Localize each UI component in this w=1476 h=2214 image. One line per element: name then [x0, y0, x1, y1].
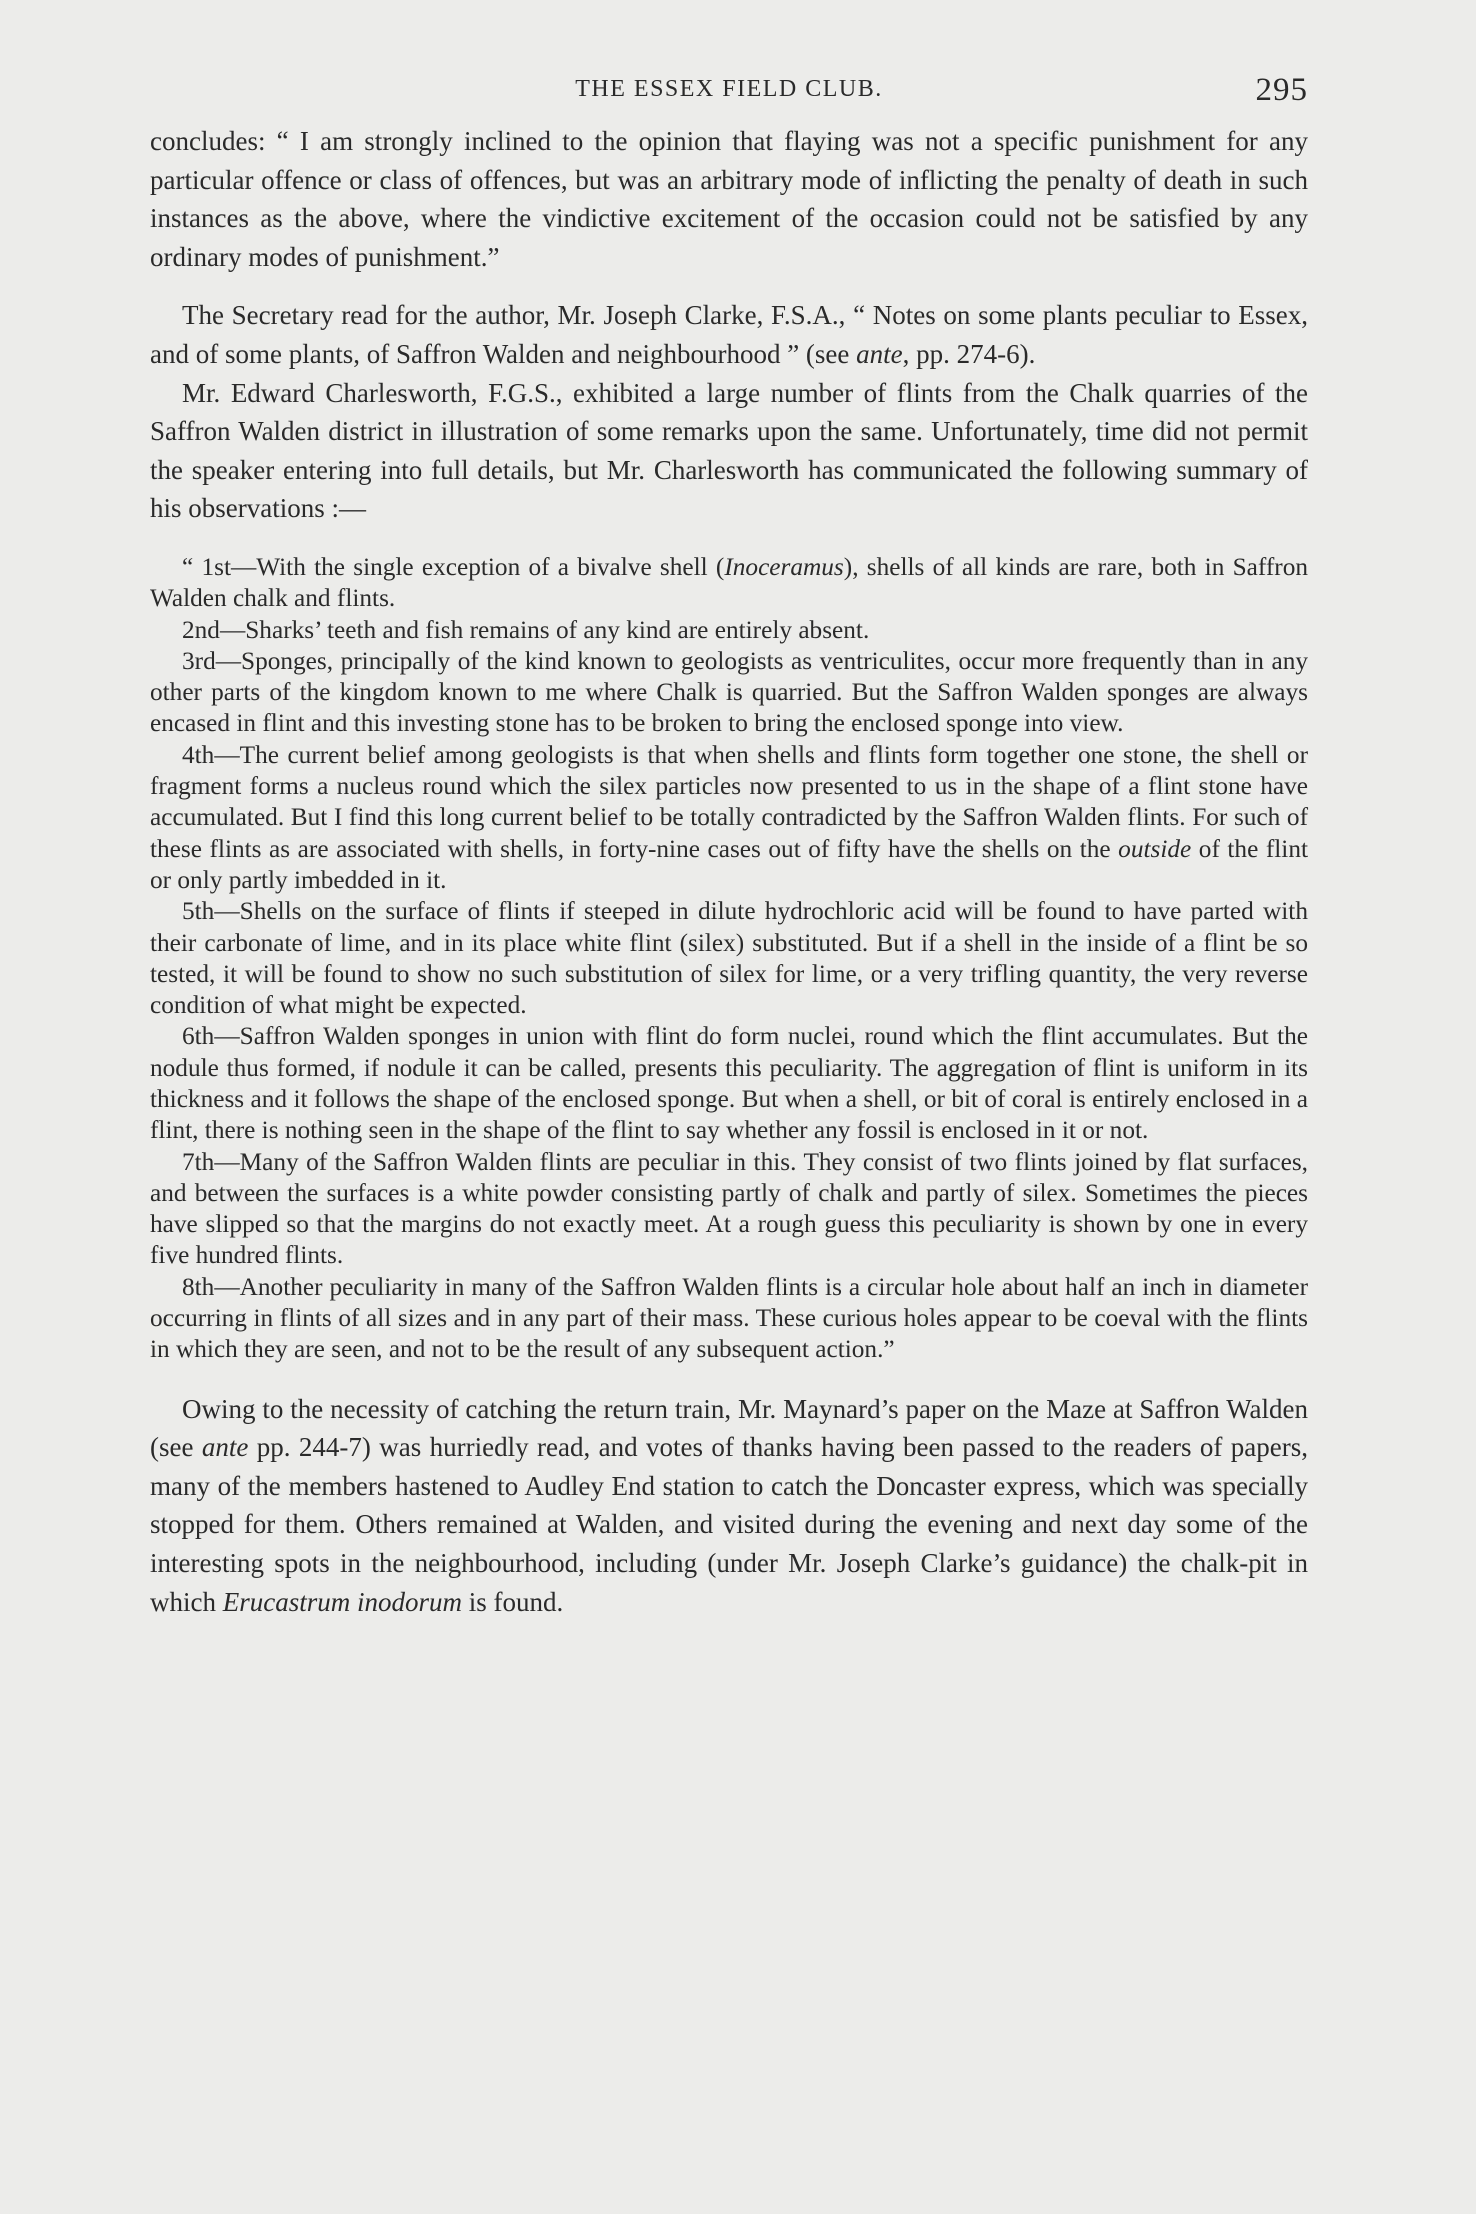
observation-8th: 8th—Another peculiarity in many of the Saffron Walden flints is a circular hole about half an inch in diameter occurring in flints of all sizes and in any part of their mass. These curious holes appear to be coeval with the flints in which they are seen, and not to be the result of any subsequent action.” — [150, 1272, 1308, 1364]
text-segment: of the flint or only partly imbedded in it. — [150, 834, 1309, 894]
text-segment: , pp. 274-6). — [902, 338, 1036, 369]
observation-2nd: 2nd—Sharks’ teeth and fish remains of any kind are entirely absent. — [182, 615, 870, 644]
page-number: 295 — [1255, 72, 1308, 108]
observation-4th — [150, 740, 1308, 896]
text-segment: 4th—The current belief among geologists is that when shells and flints form together one stone, the shell or fragment forms a nucleus round which the silex particles now presented to us in the shape of a flint stone have accumulated. But I find this long current belief to be totally contradicted by the Saffron Walden flints. For such of these flints as are associated with shells, in forty-nine cases out of fifty have the shells on the — [150, 740, 1308, 863]
paragraph-flaying-conclusion: concludes: “ I am strongly inclined to the opinion that flaying was not a specific punishment for any particular offence or class of offences, but was an arbitrary mode of inflicting the penalty of death in such instances as the above, where the vindictive excitement of the occasion could not be satisfied by any ordinary modes of punishment.” — [150, 126, 1308, 272]
text-segment: The Secretary read for the author, Mr. Joseph Clarke, F.S.A., “ Notes on some plants peculiar to Essex, and of some plants, of Saffron Walden and neighbourhood ” (see — [150, 300, 1308, 369]
paragraph-maynard-maze — [150, 1390, 1308, 1622]
paragraph-secretary-notes — [150, 296, 1308, 373]
text-segment: Owing to the necessity of catching the return train, Mr. Maynard’s paper on the Maze at Saffron Walden (see — [150, 1393, 1308, 1463]
text-segment: pp. 244-7) was hurriedly read, and votes of thanks having been passed to the readers of papers, many of the members hastened to Audley End station to catch the Doncaster express, which was specially stopped for them. Others remained at Walden, and visited during the evening and next day some of the interesting spots in the neighbourhood, including (under Mr. Joseph Clarke’s guidance) the chalk-pit in which — [150, 1432, 1309, 1617]
italic-outside: outside — [1118, 834, 1192, 863]
observation-6th: 6th—Saffron Walden sponges in union with flint do form nuclei, round which the flint accumulates. But the nodule thus formed, if nodule it can be called, presents this peculiarity. The aggregation of flint is uniform in its thickness and it follows the shape of the enclosed sponge. But when a shell, or bit of coral is entirely enclosed in a flint, there is nothing seen in the shape of the flint to say whether any fossil is enclosed in it or not. — [150, 1022, 1308, 1145]
observation-3rd: 3rd—Sponges, principally of the kind known to geologists as ventriculites, occur more frequently than in any other parts of the kingdom known to me where Chalk is quarried. But the Saffron Walden sponges are always encased in flint and this investing stone has to be broken to bring the enclosed sponge into view. — [150, 646, 1308, 738]
text-segment: “ 1st—With the single exception of a bivalve shell ( — [182, 552, 725, 581]
italic-ante: ante — [201, 1432, 249, 1463]
observation-1st — [150, 552, 1308, 615]
paragraph-charlesworth-exhibit: Mr. Edward Charlesworth, F.G.S., exhibited a large number of flints from the Chalk quarries of the Saffron Walden district in illustration of some remarks upon the same. Unfortunately, time did not permit the speaker entering into full details, but Mr. Charlesworth has communicated the following summary of his observations :— — [150, 377, 1308, 524]
text-segment: ), shells of all kinds are rare, both in Saffron Walden chalk and flints. — [150, 552, 1308, 613]
book-page — [150, 70, 1308, 1621]
page-header — [150, 70, 1308, 122]
observation-5th: 5th—Shells on the surface of flints if steeped in dilute hydrochloric acid will be found to have parted with their carbonate of lime, and in its place white flint (silex) substituted. But if a shell in the inside of a flint be so tested, it will be found to show no such substitution of silex for lime, or a very trifling quantity, the very reverse condition of what might be expected. — [150, 897, 1308, 1020]
text-segment: is found. — [462, 1586, 564, 1617]
running-head: THE ESSEX FIELD CLUB. — [575, 76, 883, 102]
italic-ante: ante — [856, 338, 903, 369]
observation-7th: 7th—Many of the Saffron Walden flints are peculiar in this. They consist of two flints joined by flat surfaces, and between the surfaces is a white powder consisting partly of chalk and partly of silex. Sometimes the pieces have slipped so that the margins do not exactly meet. At a rough guess this peculiarity is shown by one in every five hundred flints. — [150, 1147, 1308, 1270]
italic-erucastrum: Erucastrum inodorum — [222, 1586, 462, 1617]
italic-inoceramus: Inoceramus — [724, 552, 844, 581]
